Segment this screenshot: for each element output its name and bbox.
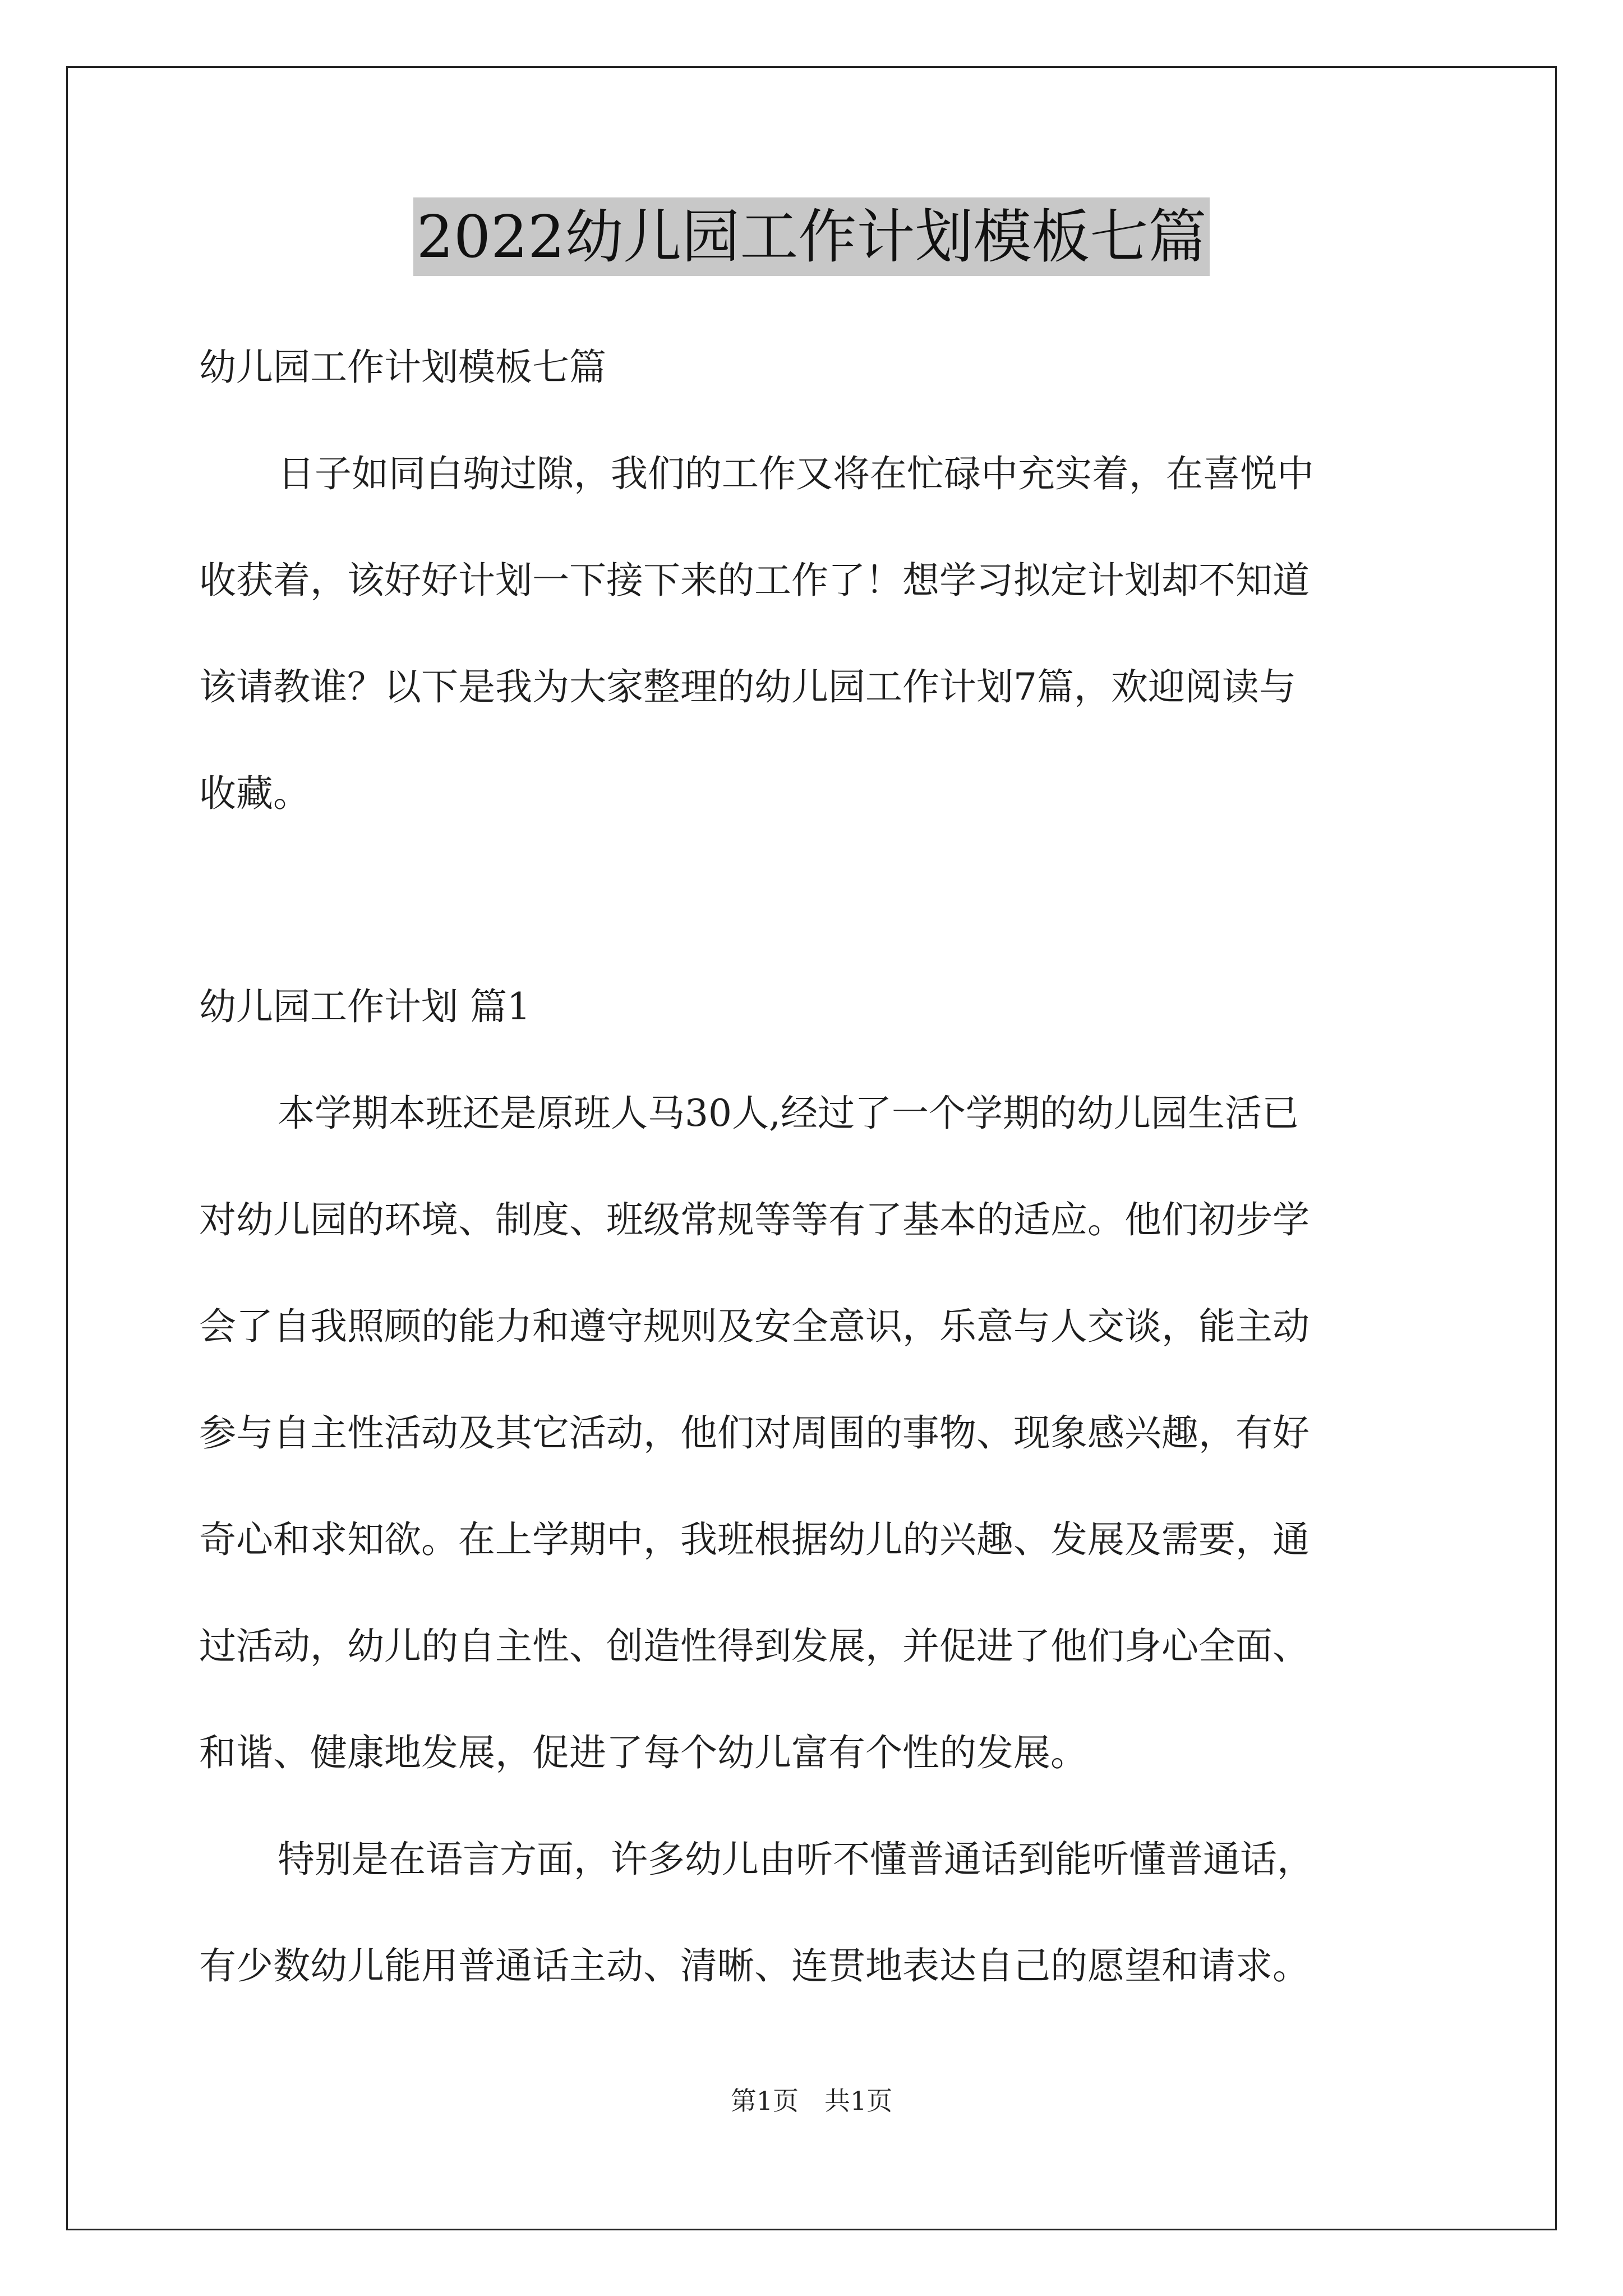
paragraph-line: 对幼儿园的环境、制度、班级常规等等有了基本的适应。他们初步学 [199, 1198, 1310, 1241]
paragraph-line: 奇心和求知欲。在上学期中，我班根据幼儿的兴趣、发展及需要，通 [199, 1518, 1310, 1561]
intro-line: 收藏。 [199, 772, 310, 815]
paragraph-line: 过活动，幼儿的自主性、创造性得到发展，并促进了他们身心全面、 [199, 1625, 1310, 1668]
intro-line: 该请教谁？以下是我为大家整理的幼儿园工作计划7篇，欢迎阅读与 [199, 665, 1296, 708]
paragraph-1 [199, 1060, 1433, 1806]
document-subtitle: 幼儿园工作计划模板七篇 [199, 346, 606, 389]
paragraph-line: 特别是在语言方面，许多幼儿由听不懂普通话到能听懂普通话， [278, 1838, 1314, 1881]
paragraph-line: 和谐、健康地发展，促进了每个幼儿富有个性的发展。 [199, 1731, 1087, 1774]
intro-line: 收获着，该好好计划一下接下来的工作了！想学习拟定计划却不知道 [199, 559, 1310, 602]
paragraph-line: 有少数幼儿能用普通话主动、清晰、连贯地表达自己的愿望和请求。 [199, 1944, 1310, 1987]
section-heading: 幼儿园工作计划 篇1 [199, 985, 531, 1028]
paragraph-2 [199, 1806, 1433, 2019]
document-title: 2022幼儿园工作计划模板七篇 [413, 197, 1210, 276]
title-container [0, 197, 1623, 276]
blank-line [199, 847, 1433, 954]
paragraph-line: 本学期本班还是原班人马30人,经过了一个学期的幼儿园生活已 [278, 1092, 1299, 1135]
intro-line: 日子如同白驹过隙，我们的工作又将在忙碌中充实着，在喜悦中 [278, 452, 1314, 495]
paragraph-line: 参与自主性活动及其它活动，他们对周围的事物、现象感兴趣，有好 [199, 1411, 1310, 1455]
page-footer: 第1页 共1页 [730, 2086, 893, 2116]
paragraph-line: 会了自我照顾的能力和遵守规则及安全意识，乐意与人交谈，能主动 [199, 1305, 1310, 1348]
intro-paragraph [199, 421, 1433, 847]
document-body [199, 314, 1433, 2019]
